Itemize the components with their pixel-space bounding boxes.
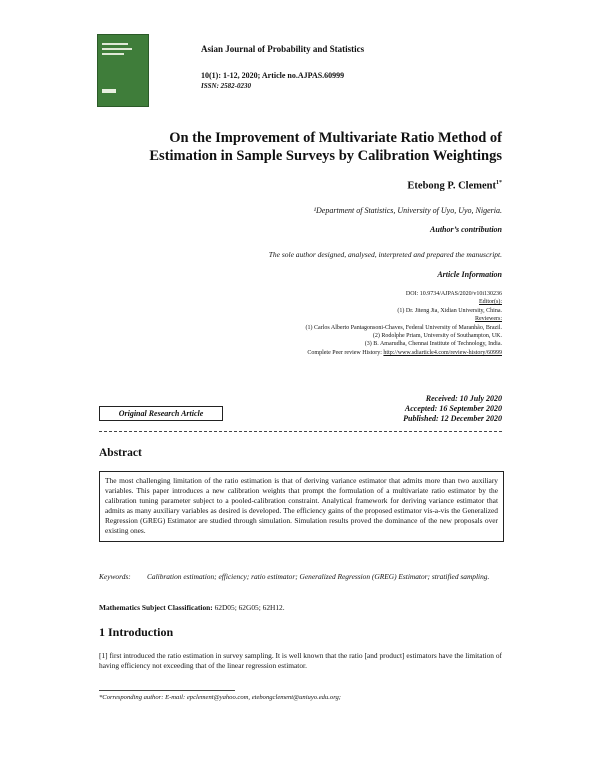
issn: ISSN: 2582-0230	[201, 82, 251, 90]
editor-1: (1) Dr. Jiteng Jia, Xidian University, China.	[397, 307, 502, 314]
author-superscript: 1*	[496, 180, 502, 186]
article-dates	[403, 394, 502, 424]
history-link[interactable]: http://www.sdiarticle4.com/review-history/60999	[383, 349, 502, 356]
keywords-label: Keywords:	[99, 572, 131, 581]
article-type-badge: Original Research Article	[99, 406, 223, 421]
author-text: Etebong P. Clement	[407, 180, 496, 192]
reviewer-1: (1) Carlos Alberto Pantagonsoni-Chaves, Federal University of Maranhão, Brazil.	[305, 324, 502, 331]
doi[interactable]: DOI: 10.9734/AJPAS/2020/v10i130236	[405, 291, 502, 297]
abstract-box: The most challenging limitation of the ratio estimation is that of deriving variance estimator that admits more than two auxiliary variables. This paper introduces a new calibration weights that prompt the formulation of a multivariate ratio estimator by the calibration tuning parameter subject to a pooled-calibration constraint. Analytical framework for deriving variance estimator that admits as many auxiliary variables as desired is developed. The efficiency gains of the proposed estimator vis-a-vis the Generalized Regression (GREG) Estimator are studied through simulation. Simulation results proved the dominance of the new proposals over existing ones.	[99, 471, 504, 542]
editors-label: Editor(s):	[479, 299, 502, 306]
journal-cover-image	[97, 34, 149, 107]
article-info-heading: Article Information	[437, 270, 502, 279]
msc-label: Mathematics Subject Classification:	[99, 603, 213, 612]
footnote-rule	[99, 690, 235, 691]
introduction-text: [1] first introduced the ratio estimation in survey sampling. It is well known that the ratio [and product] estimators have the limitation of having efficiency not exceeding that of the linear regression estimator.	[99, 651, 502, 670]
reviewers-label: Reviewers:	[475, 316, 502, 323]
article-info	[306, 290, 502, 357]
reviewer-2: (2) Rodolphe Priam, University of Southampton, UK.	[372, 333, 502, 340]
paper-title	[100, 129, 502, 165]
affiliation: ¹Department of Statistics, University of Uyo, Uyo, Nigeria.	[313, 206, 502, 215]
history-label: Complete Peer review History:	[307, 349, 382, 356]
contribution-text: The sole author designed, analysed, interpreted and prepared the manuscript.	[268, 250, 502, 259]
received-date: Received: 10 July 2020	[425, 394, 502, 403]
abstract-heading: Abstract	[99, 447, 142, 459]
author-name	[407, 180, 502, 192]
msc-classification	[99, 603, 285, 612]
msc-codes: 62D05; 62G05; 62H12.	[214, 603, 285, 612]
reviewer-3: (3) B. Amarudha, Chennai Institute of Technology, India.	[364, 341, 502, 348]
introduction-heading: 1 Introduction	[99, 625, 174, 639]
keywords-text: Calibration estimation; efficiency; ratio estimator; Generalized Regression (GREG) Estimator; stratified sampling.	[147, 572, 490, 581]
section-divider	[99, 431, 502, 432]
contribution-heading: Author’s contribution	[430, 225, 502, 234]
volume-info: 10(1): 1-12, 2020; Article no.AJPAS.60999	[201, 71, 345, 80]
title-line-1: On the Improvement of Multivariate Ratio Method of	[169, 130, 502, 146]
footnote: *Corresponding author: E-mail: epclement@yahoo.com, etebongclement@uniuyo.edu.org;	[99, 694, 342, 701]
title-line-2: Estimation in Sample Surveys by Calibration Weightings	[149, 148, 502, 164]
accepted-date: Accepted: 16 September 2020	[404, 404, 502, 413]
journal-name: Asian Journal of Probability and Statistics	[201, 44, 365, 54]
published-date: Published: 12 December 2020	[403, 414, 502, 423]
